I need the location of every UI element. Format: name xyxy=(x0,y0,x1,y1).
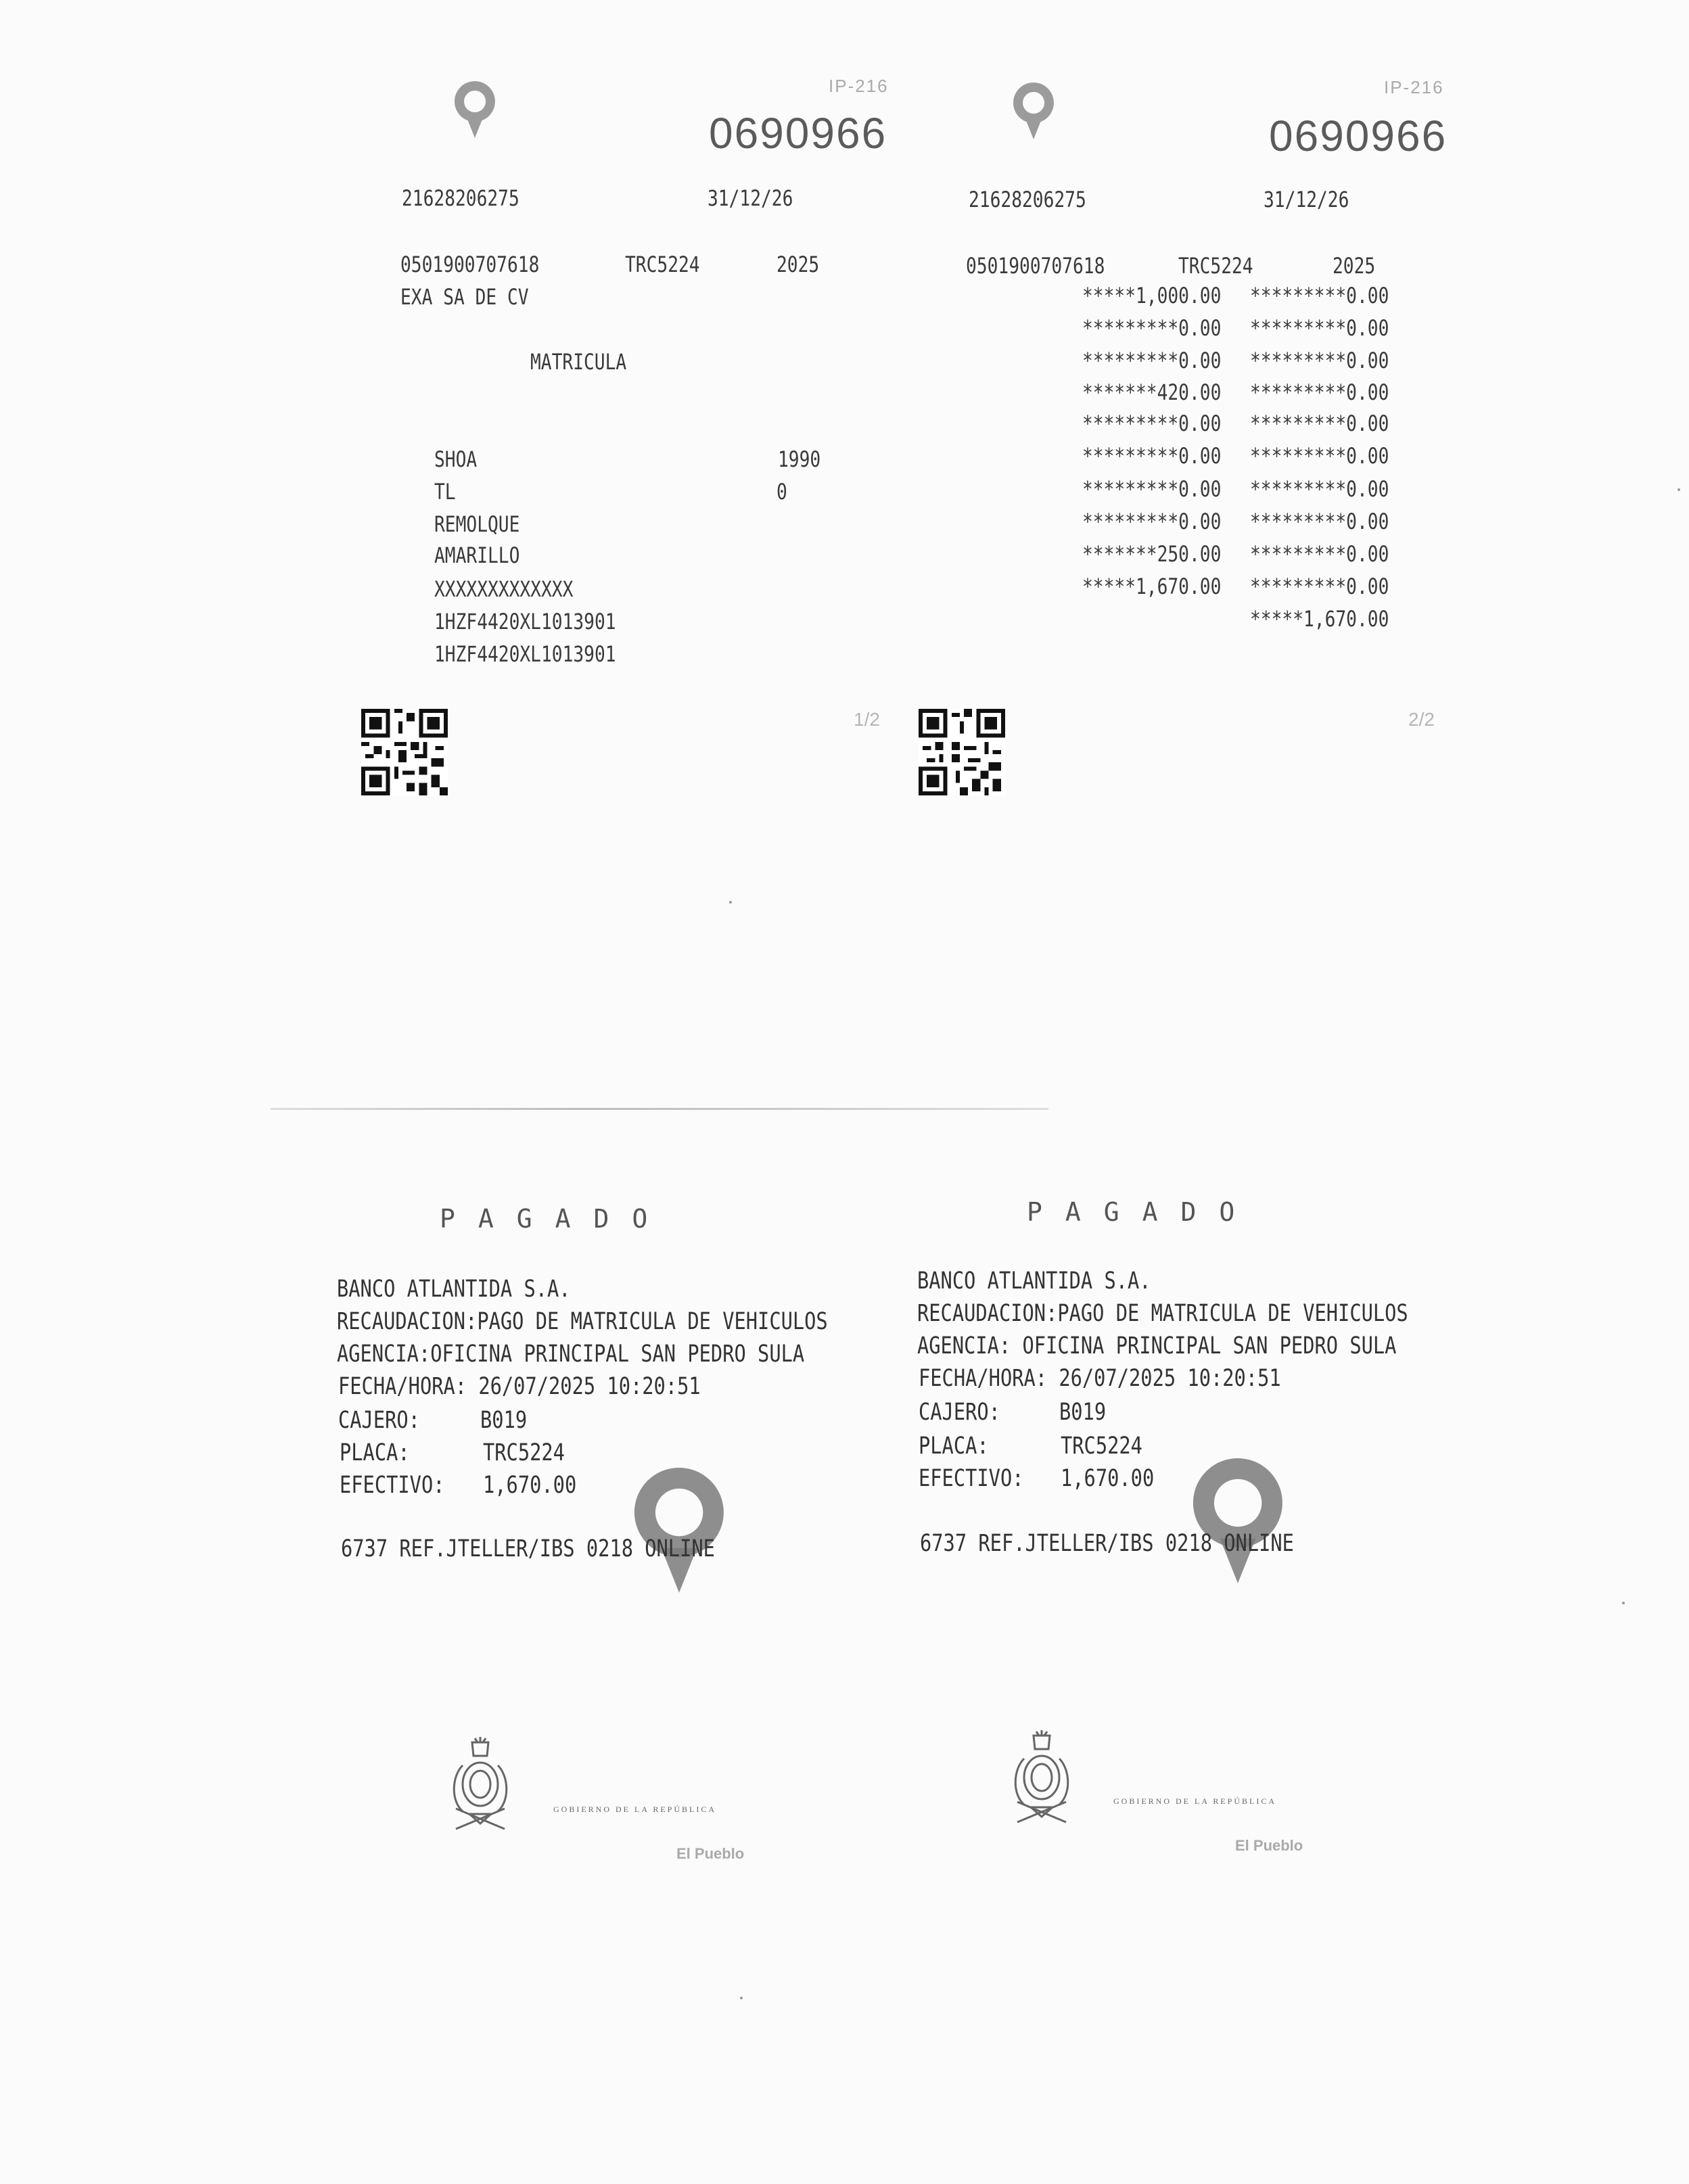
slogan: El Pueblo xyxy=(676,1845,745,1862)
amount-row: *********0.00 *********0.00 xyxy=(1082,509,1389,534)
vehicle-chassis: 1HZF4420XL1013901 xyxy=(434,609,616,634)
amount-row: *********0.00 *********0.00 xyxy=(1082,411,1389,436)
id-number: 0501900707618 xyxy=(966,253,1105,279)
scan-speck xyxy=(740,1997,743,1999)
page-number: 1/2 xyxy=(854,709,880,730)
amount-row: *******250.00 *********0.00 xyxy=(1082,541,1389,567)
agency: AGENCIA:OFICINA PRINCIPAL SAN PEDRO SULA xyxy=(337,1341,805,1368)
cash-label: EFECTIVO: xyxy=(340,1472,445,1499)
amount-row: *****1,000.00 *********0.00 xyxy=(1082,283,1389,308)
plate-value: TRC5224 xyxy=(1061,1433,1142,1460)
plate-label: PLACA: xyxy=(919,1433,989,1460)
government-label: GOBIERNO DE LA REPÚBLICA xyxy=(553,1805,717,1814)
page-number: 2/2 xyxy=(1408,709,1435,730)
company-name: EXA SA DE CV xyxy=(400,284,529,310)
plate-value: TRC5224 xyxy=(483,1439,565,1466)
form-code: IP-216 xyxy=(829,76,889,96)
scan-speck xyxy=(729,901,732,904)
reference: 6737 REF.JTELLER/IBS 0218 ONLINE xyxy=(920,1530,1294,1557)
vehicle-engine: XXXXXXXXXXXXX xyxy=(434,576,574,602)
cashier-label: CAJERO: xyxy=(338,1407,420,1434)
due-date: 31/12/26 xyxy=(1264,187,1349,212)
plate: TRC5224 xyxy=(1178,253,1253,279)
cash-value: 1,670.00 xyxy=(1061,1465,1155,1492)
cash-label: EFECTIVO: xyxy=(919,1465,1024,1492)
amount-row: *****1,670.00 *********0.00 xyxy=(1082,574,1389,599)
cashier-value: B019 xyxy=(480,1407,528,1434)
datetime: FECHA/HORA: 26/07/2025 10:20:51 xyxy=(919,1365,1281,1392)
scan-speck xyxy=(1678,488,1680,491)
reference: 6737 REF.JTELLER/IBS 0218 ONLINE xyxy=(341,1535,715,1562)
id-number: 0501900707618 xyxy=(400,252,540,277)
location-pin-icon xyxy=(1007,77,1061,142)
cashier-label: CAJERO: xyxy=(919,1399,1000,1426)
bank-name: BANCO ATLANTIDA S.A. xyxy=(917,1268,1151,1295)
vehicle-vin: 1HZF4420XL1013901 xyxy=(434,641,616,667)
account-number: 21628206275 xyxy=(402,185,519,211)
government-label: GOBIERNO DE LA REPÚBLICA xyxy=(1113,1796,1277,1806)
serial-number: 0690966 xyxy=(1269,112,1448,160)
qr-code xyxy=(361,709,448,795)
concept: MATRICULA xyxy=(530,349,627,375)
serial-number: 0690966 xyxy=(709,109,887,158)
vehicle-color: AMARILLO xyxy=(434,542,520,568)
paid-stamp: PAGADO xyxy=(440,1204,671,1234)
payment-concept: RECAUDACION:PAGO DE MATRICULA DE VEHICULOS xyxy=(337,1308,828,1335)
paid-stamp: PAGADO xyxy=(1027,1197,1258,1227)
year: 2025 xyxy=(1333,253,1376,279)
cash-value: 1,670.00 xyxy=(483,1472,577,1499)
slogan: El Pueblo xyxy=(1235,1837,1303,1854)
location-pin-icon xyxy=(620,1454,739,1600)
total-amount: *****1,670.00 xyxy=(1250,606,1389,632)
divider xyxy=(271,1108,1048,1110)
datetime: FECHA/HORA: 26/07/2025 10:20:51 xyxy=(338,1373,701,1400)
total-row xyxy=(1082,606,1407,638)
coat-of-arms-icon xyxy=(442,1736,518,1844)
year: 2025 xyxy=(777,252,820,277)
amount-row: *********0.00 *********0.00 xyxy=(1082,348,1389,373)
cashier-value: B019 xyxy=(1059,1399,1107,1426)
payment-concept: RECAUDACION:PAGO DE MATRICULA DE VEHICULOS xyxy=(917,1300,1408,1327)
qr-code xyxy=(919,709,1005,795)
amount-row: *******420.00 *********0.00 xyxy=(1082,379,1389,405)
location-pin-icon xyxy=(448,76,502,141)
amounts-table xyxy=(1082,283,1407,638)
plate: TRC5224 xyxy=(625,252,700,277)
scan-speck xyxy=(1622,1602,1625,1604)
agency: AGENCIA: OFICINA PRINCIPAL SAN PEDRO SULA xyxy=(917,1332,1397,1360)
amount-row: *********0.00 *********0.00 xyxy=(1082,476,1389,502)
form-code: IP-216 xyxy=(1384,77,1444,97)
vehicle-type: REMOLQUE xyxy=(434,511,520,537)
coat-of-arms-icon xyxy=(1004,1729,1080,1837)
amount-row: *********0.00 *********0.00 xyxy=(1082,315,1389,341)
due-date: 31/12/26 xyxy=(708,185,793,211)
vehicle-line-value: 0 xyxy=(777,479,787,505)
plate-label: PLACA: xyxy=(340,1439,410,1466)
vehicle-line: TL xyxy=(434,479,456,505)
vehicle-model-year: 1990 xyxy=(778,446,821,472)
location-pin-icon xyxy=(1178,1445,1297,1591)
vehicle-brand: SHOA xyxy=(434,446,478,472)
bank-name: BANCO ATLANTIDA S.A. xyxy=(337,1276,571,1303)
account-number: 21628206275 xyxy=(969,187,1086,212)
amount-row: *********0.00 *********0.00 xyxy=(1082,443,1389,469)
